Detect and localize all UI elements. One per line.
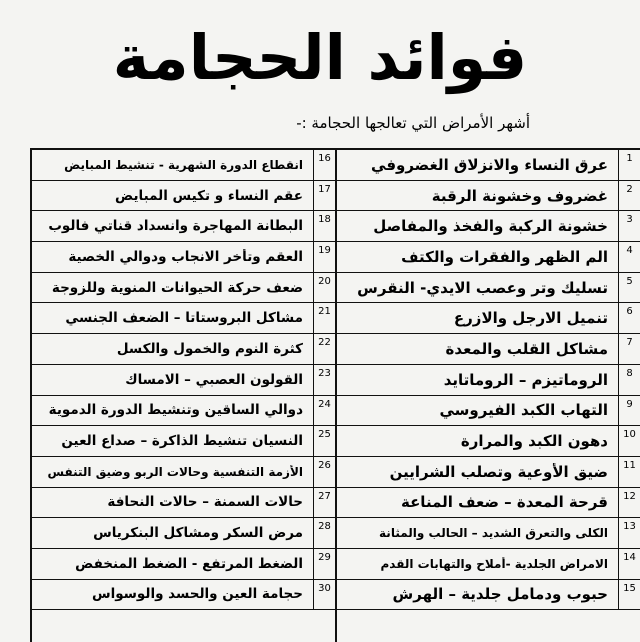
table-row xyxy=(337,303,640,334)
row-text: القولون العصبي – الامساك xyxy=(125,371,303,388)
table-row xyxy=(337,365,640,396)
table-row xyxy=(337,211,640,242)
table-row xyxy=(32,396,335,427)
row-text: البطانة المهاجرة وانسداد قناتي فالوب xyxy=(48,218,303,235)
row-text: ضعف حركة الحيوانات المنوية وللزوجة xyxy=(51,279,303,296)
row-number: 23 xyxy=(313,365,335,395)
row-text: حجامة العين والحسد والوسواس xyxy=(91,586,303,603)
row-text: الأزمة التنفسية وحالات الربو وضيق التنفس xyxy=(47,464,303,479)
row-number: 22 xyxy=(313,334,335,364)
row-number: 9 xyxy=(618,396,640,426)
row-text: مشاكل البروستاتا – الضعف الجنسي xyxy=(65,310,303,327)
row-text: حالات السمنة – حالات النحافة xyxy=(107,494,303,511)
row-number: 17 xyxy=(313,181,335,211)
row-number: 27 xyxy=(313,488,335,518)
row-number: 16 xyxy=(313,150,335,180)
table-row xyxy=(32,488,335,519)
table-row xyxy=(32,580,335,611)
table-row xyxy=(337,242,640,273)
table-row xyxy=(32,242,335,273)
table-row xyxy=(337,426,640,457)
row-text: الروماتيزم – الروماتايد xyxy=(443,370,608,389)
row-number: 10 xyxy=(618,426,640,456)
row-text: مرض السكر ومشاكل البنكرياس xyxy=(93,525,303,542)
row-number: 24 xyxy=(313,396,335,426)
table-row xyxy=(32,457,335,488)
row-number: 4 xyxy=(618,242,640,272)
row-text: الضغط المرتفع - الضغط المنخفض xyxy=(75,555,303,572)
row-number: 6 xyxy=(618,303,640,333)
table-row xyxy=(337,549,640,580)
row-number: 19 xyxy=(313,242,335,272)
row-text: دوالي الساقين وتنشيط الدورة الدموية xyxy=(48,402,303,419)
page-title: فوائد الحجامة xyxy=(112,21,528,94)
row-text: كثرة النوم والخمول والكسل xyxy=(116,340,303,357)
row-number: 14 xyxy=(618,549,640,579)
table-row xyxy=(337,518,640,549)
row-number: 13 xyxy=(618,518,640,548)
row-text: عرق النساء والانزلاق الغضروفي xyxy=(371,155,608,174)
table-row xyxy=(337,396,640,427)
table-row xyxy=(32,273,335,304)
row-number: 8 xyxy=(618,365,640,395)
table-row xyxy=(337,457,640,488)
row-number: 5 xyxy=(618,273,640,303)
row-text: مشاكل القلب والمعدة xyxy=(445,339,608,358)
table-row xyxy=(32,426,335,457)
left-column xyxy=(30,150,335,642)
table-row xyxy=(337,334,640,365)
table-row xyxy=(337,273,640,304)
row-number: 18 xyxy=(313,211,335,241)
row-text: الكلى والتعرق الشديد – الحالب والمثانة xyxy=(379,526,608,541)
row-text: خشونة الركبة والفخذ والمفاصل xyxy=(373,217,608,236)
table-row xyxy=(337,488,640,519)
table-row xyxy=(32,365,335,396)
table-row xyxy=(32,518,335,549)
row-number: 7 xyxy=(618,334,640,364)
row-number: 20 xyxy=(313,273,335,303)
row-text: قرحة المعدة – ضعف المناعة xyxy=(400,493,608,512)
row-text: العقم وتأخر الانجاب ودوالي الخصية xyxy=(68,248,303,265)
table-row xyxy=(337,181,640,212)
table-row xyxy=(32,150,335,181)
row-number: 21 xyxy=(313,303,335,333)
row-text: الم الظهر والفقرات والكتف xyxy=(401,247,608,266)
row-text: تنميل الارجل والازرع xyxy=(453,309,608,328)
row-text: ضيق الأوعية وتصلب الشرايين xyxy=(389,462,608,481)
row-number: 3 xyxy=(618,211,640,241)
table-row xyxy=(32,549,335,580)
row-number: 1 xyxy=(618,150,640,180)
row-text: دهون الكبد والمرارة xyxy=(460,432,608,451)
row-text: انقطاع الدورة الشهرية - تنشيط المبايض xyxy=(64,157,303,172)
row-text: تسليك وتر وعصب الايدي- النقرس xyxy=(357,278,608,297)
row-number: 2 xyxy=(618,181,640,211)
row-number: 28 xyxy=(313,518,335,548)
row-number: 26 xyxy=(313,457,335,487)
row-number: 15 xyxy=(618,580,640,610)
row-text: عقم النساء و تكيس المبايض xyxy=(115,187,303,204)
right-column xyxy=(335,150,640,642)
row-text: التهاب الكبد الفيروسي xyxy=(439,401,608,420)
row-number: 29 xyxy=(313,549,335,579)
row-text: غضروف وخشونة الرقبة xyxy=(431,186,608,205)
row-number: 12 xyxy=(618,488,640,518)
row-text: الامراض الجلدية -أملاح والتهابات القدم xyxy=(380,556,608,571)
row-number: 25 xyxy=(313,426,335,456)
table-row xyxy=(337,580,640,611)
page-subtitle: أشهر الأمراض التي تعالجها الحجامة :- xyxy=(296,114,530,132)
row-number: 30 xyxy=(313,580,335,610)
table-row xyxy=(337,150,640,181)
row-number: 11 xyxy=(618,457,640,487)
table-row xyxy=(32,211,335,242)
table-row xyxy=(32,303,335,334)
row-text: حبوب ودمامل جلدية – الهرش xyxy=(392,585,608,604)
table-row xyxy=(32,334,335,365)
diseases-table xyxy=(30,148,640,642)
table-row xyxy=(32,181,335,212)
row-text: النسيان تنشيط الذاكرة – صداع العين xyxy=(61,433,303,450)
